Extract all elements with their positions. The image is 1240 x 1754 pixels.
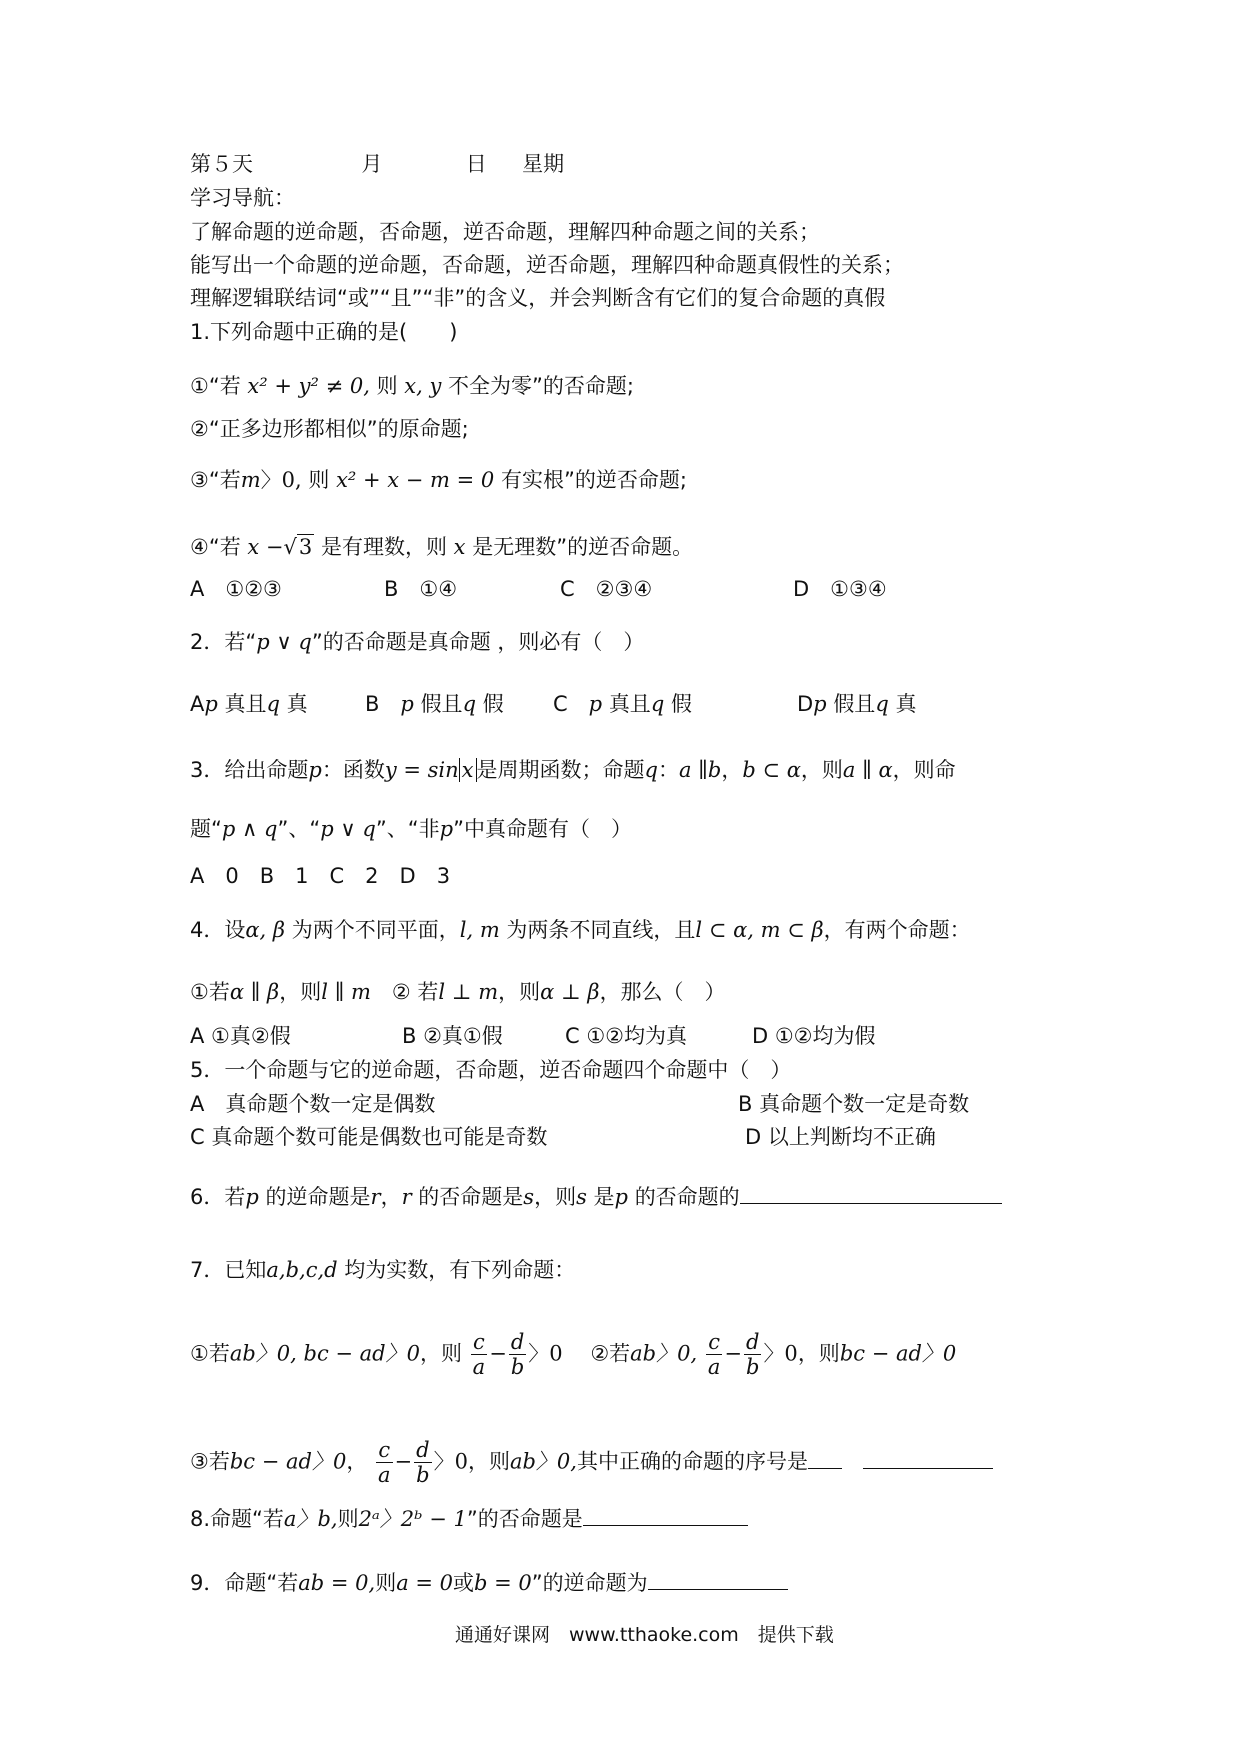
q9-answer-blank[interactable] [648,1571,788,1590]
q3-options: A 0 B 1 C 2 D 3 [190,864,451,888]
q1-i1-cond: x² + y² ≠ 0, [247,374,370,398]
q1-option-a: A ①②③ [190,577,282,601]
q1-option-c: C ②③④ [560,577,653,601]
q1-item-4: ④“若 x −√3 是有理数，则 x 是无理数”的逆否命题。 [190,535,694,559]
q3-line-2: 题“p ∧ q”、“p ∨ q”、“非p”中真命题有（ ） [190,817,632,841]
fraction-c-over-a-2: $\frac{c}{a}$ [707,1330,721,1379]
q4-option-a: A ①真②假 [190,1024,291,1048]
q5-stem: 5．一个命题与它的逆命题，否命题，逆否命题四个命题中（ ） [190,1058,792,1082]
header-line [190,150,564,178]
q8-answer-blank[interactable] [583,1507,748,1526]
q5-option-b: B 真命题个数一定是奇数 [738,1092,970,1116]
date-label: 日 [465,152,487,176]
month-label: 月 [361,152,383,176]
q4-option-d: D ①②均为假 [752,1024,876,1048]
q1-item-2: ②“正多边形都相似”的原命题; [190,417,469,441]
q6-line: 6．若p 的逆命题是r，r 的否命题是s，则s 是p 的否命题的 [190,1183,1002,1211]
guide-line-3: 理解逻辑联结词“或”“且”“非”的含义，并会判断含有它们的复合命题的真假 [190,286,886,310]
abs-x: x [459,758,477,782]
weekday-label: 星期 [522,152,565,176]
q4-line-1: 4．设α, β 为两个不同平面，l, m 为两条不同直线，且l ⊂ α, m ⊂ β，有两个命题： [190,918,971,942]
q4-line-2: ①若α ∥ β，则l ∥ m ② 若l ⊥ m，则α ⊥ β，那么（ ） [190,980,726,1004]
q2-option-c: C p 真且q 假 [553,692,692,716]
fraction-c-over-a: $\frac{c}{a}$ [472,1330,486,1379]
q1-item-3: ③“若m〉0, 则 x² + x − m = 0 有实根”的逆否命题; [190,468,687,492]
q5-option-a: A 真命题个数一定是偶数 [190,1092,436,1116]
q2-stem: 2．若“p ∨ q”的否命题是真命题 ，则必有（ ） [190,630,645,654]
fraction-c-over-a-3: $\frac{c}{a}$ [378,1438,391,1487]
guide-title: 学习导航： [190,186,295,210]
guide-line-2: 能写出一个命题的逆命题，否命题，逆否命题，理解四种命题真假性的关系； [190,253,904,277]
q4-option-b: B ②真①假 [402,1024,503,1048]
fraction-d-over-b-2: $\frac{d}{b}$ [745,1330,760,1379]
q3-line-1: 3．给出命题p：函数y = sin x 是周期函数；命题q：a ∥b，b ⊂ α，则a ∥ α，则命 [190,758,956,782]
q1-option-b: B ①④ [384,577,458,601]
guide-line-1: 了解命题的逆命题，否命题，逆否命题，理解四种命题之间的关系； [190,220,820,244]
q7-answer-blank-2[interactable] [863,1450,993,1469]
q2-option-b: B p 假且q 假 [365,692,504,716]
q2-option-a: Ap 真且q 真 [190,692,308,716]
q5-option-d: D 以上判断均不正确 [745,1125,936,1149]
q6-answer-blank[interactable] [740,1185,1002,1204]
q4-option-c: C ①②均为真 [565,1024,687,1048]
q7-stem: 7．已知a,b,c,d 均为实数，有下列命题： [190,1258,576,1282]
q7-item-3: ③若bc − ad〉0， $\frac{c}{a}$ − $\frac{d}{b}$ 〉0，则ab〉0,其中正确的命题的序号是 [190,1438,993,1487]
q1-item-1: ①“若 x² + y² ≠ 0, 则 x, y 不全为零”的否命题; [190,374,634,398]
q1-stem: 1.下列命题中正确的是( ) [190,320,458,344]
day-label: 第５天 [190,152,253,176]
q5-option-c: C 真命题个数可能是偶数也可能是奇数 [190,1125,548,1149]
q8-line: 8.命题“若a〉b,则2ᵃ〉2ᵇ − 1”的否命题是 [190,1505,748,1533]
footer-note: 通通好课网 www.tthaoke.com 提供下载 [455,1624,834,1646]
fraction-d-over-b-3: $\frac{d}{b}$ [416,1438,430,1487]
fraction-d-over-b: $\frac{d}{b}$ [510,1330,525,1379]
sqrt-3: 3 [298,535,313,559]
q1-option-d: D ①③④ [793,577,887,601]
q9-line: 9．命题“若ab = 0,则a = 0或b = 0”的逆命题为 [190,1569,788,1597]
q7-items-1-2: ①若ab〉0, bc − ad〉0，则 $\frac{c}{a}$ − $\frac{d}{b}$ 〉0 ②若ab〉0, $\frac{c}{a}$ − $\frac{d}{b}$ 〉0，则bc − ad〉0 [190,1330,957,1379]
q7-answer-blank-1[interactable] [808,1450,842,1469]
q2-option-d: Dp 假且q 真 [797,692,917,716]
